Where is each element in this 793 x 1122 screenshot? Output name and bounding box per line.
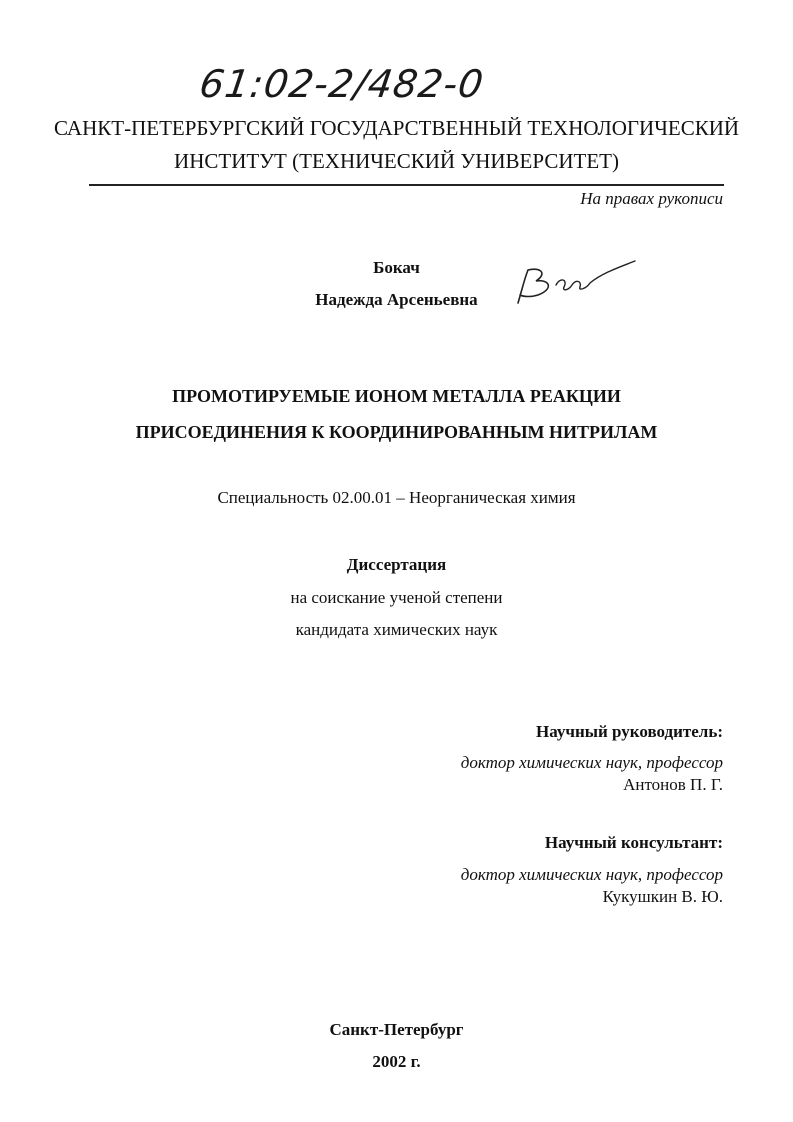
consultant-degree: доктор химических наук, профессор: [460, 865, 723, 884]
supervisor-degree: доктор химических наук, профессор: [460, 753, 723, 772]
consultant-heading: Научный консультант:: [544, 833, 723, 852]
header-divider: [89, 184, 724, 186]
author-surname: Бокач: [373, 258, 420, 277]
archive-code: 61:02-2/482-0: [196, 62, 487, 106]
dissertation-title-line-1: ПРОМОТИРУЕМЫЕ ИОНОМ МЕТАЛЛА РЕАКЦИИ: [172, 386, 621, 406]
author-given-names: Надежда Арсеньевна: [315, 290, 478, 309]
city: Санкт-Петербург: [329, 1020, 464, 1039]
manuscript-rights-note: На правах рукописи: [580, 189, 723, 208]
institution-line-2: ИНСТИТУТ (ТЕХНИЧЕСКИЙ УНИВЕРСИТЕТ): [174, 149, 619, 173]
dissertation-label: Диссертация: [346, 555, 447, 574]
consultant-name: Кукушкин В. Ю.: [602, 887, 723, 906]
year: 2002 г.: [372, 1052, 421, 1071]
specialty: Специальность 02.00.01 – Неорганическая химия: [217, 488, 576, 507]
degree-line-2: кандидата химических наук: [295, 620, 498, 639]
institution-line-1: САНКТ-ПЕТЕРБУРГСКИЙ ГОСУДАРСТВЕННЫЙ ТЕХНОЛОГИЧЕСКИЙ: [53, 116, 740, 140]
author-signature: [510, 255, 640, 315]
supervisor-heading: Научный руководитель:: [536, 722, 723, 741]
dissertation-title-line-2: ПРИСОЕДИНЕНИЯ К КООРДИНИРОВАННЫМ НИТРИЛАМ: [135, 422, 658, 442]
supervisor-name: Антонов П. Г.: [623, 775, 723, 794]
degree-line-1: на соискание ученой степени: [290, 588, 503, 607]
